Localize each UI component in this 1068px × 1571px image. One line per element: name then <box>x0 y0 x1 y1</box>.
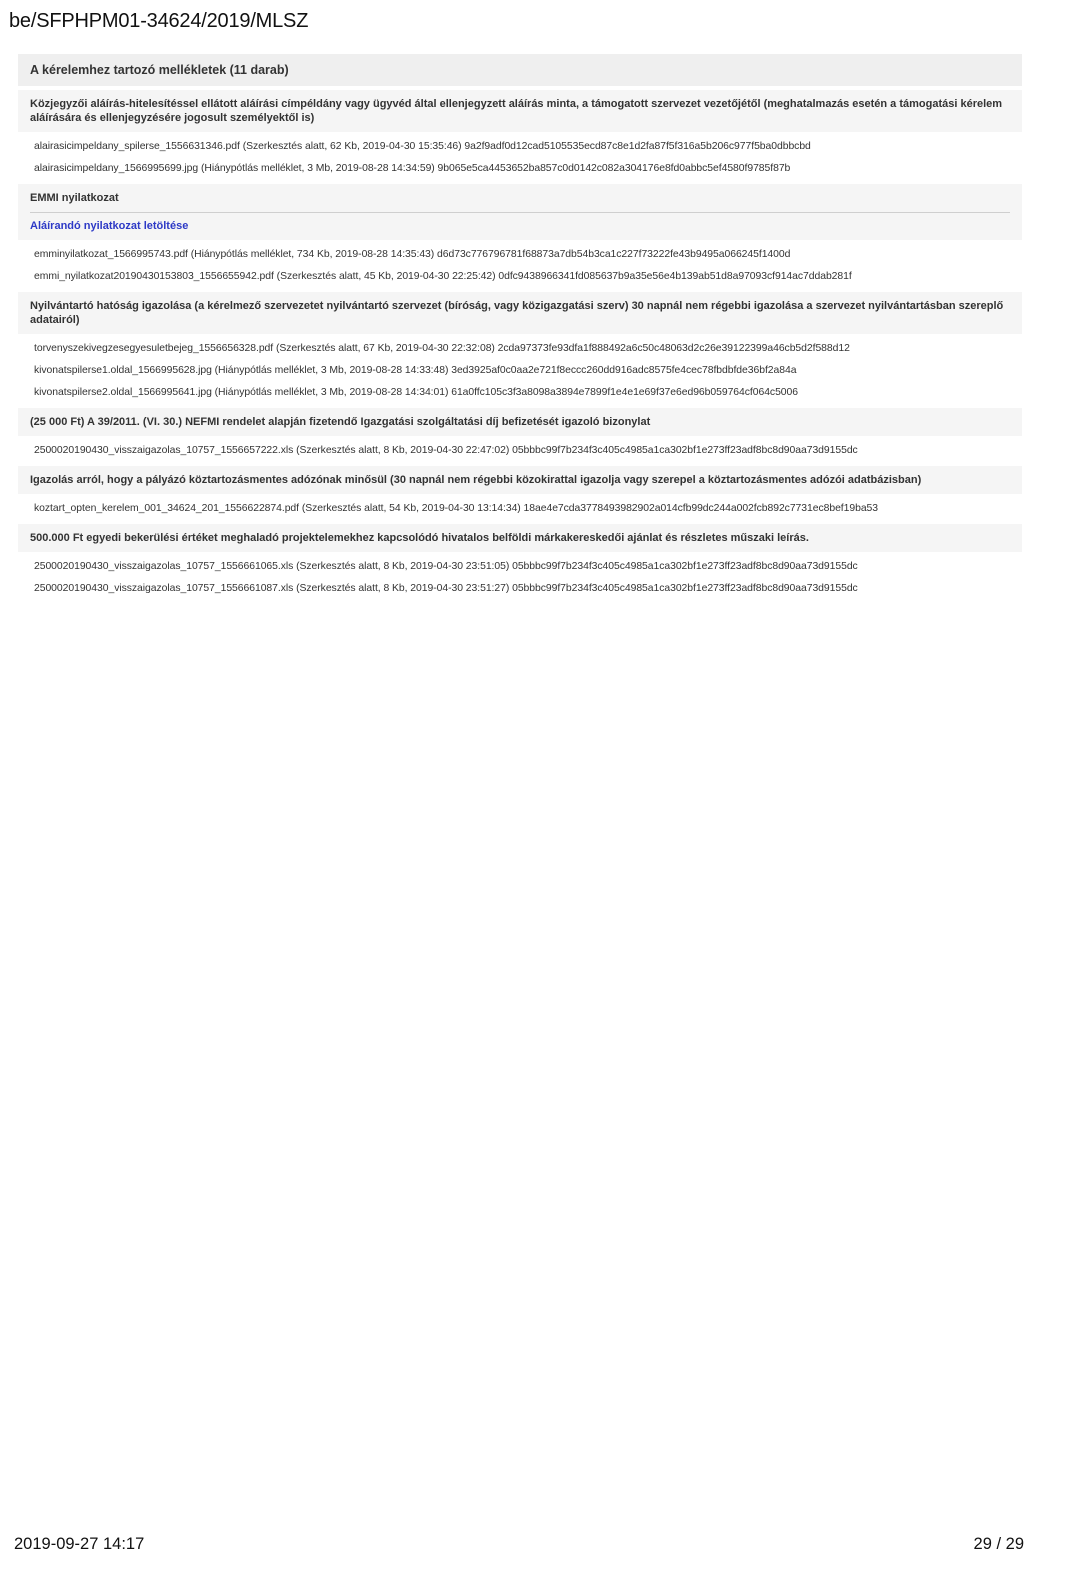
file-list <box>18 552 1022 604</box>
file-list <box>18 240 1022 292</box>
download-declaration-link[interactable]: Aláírandó nyilatkozat letöltése <box>30 220 189 232</box>
section-title: Igazolás arról, hogy a pályázó köztartozásmentes adózónak minősül (30 napnál nem régebbi közokirattal igazolja vagy szerepel a köztartozásmentes adózói adatbázisban) <box>18 466 1022 494</box>
section-title: 500.000 Ft egyedi bekerülési értéket meghaladó projektelemekhez kapcsolódó hivatalos belföldi márkakereskedői ajánlat és részletes műszaki leírás. <box>18 524 1022 552</box>
file-item[interactable]: kivonatspilerse2.oldal_1566995641.jpg (Hiánypótlás melléklet, 3 Mb, 2019-08-28 14:34:01) 61a0ffc105c3f3a8098a3894e7899f1e4e1e69f37e6ed96b059764cf064c5006 <box>34 387 798 398</box>
file-item[interactable]: torvenyszekivegzesegyesuletbejeg_1556656328.pdf (Szerkesztés alatt, 67 Kb, 2019-04-30 22:32:08) 2cda97373fe93dfa1f888492a6c50c48063d2c26e39122399a46cb5d2f588d12 <box>34 343 850 354</box>
page-number: 29 / 29 <box>973 1535 1024 1553</box>
section-title: EMMI nyilatkozat <box>30 192 119 204</box>
file-item[interactable]: alairasicimpeldany_spilerse_1556631346.pdf (Szerkesztés alatt, 62 Kb, 2019-04-30 15:35:46) 9a2f9adf0d12cad5105535ecd87c8e1d2fa87f5f316a5b206c977f5ba0dbbcbd <box>34 141 811 152</box>
file-list <box>18 436 1022 466</box>
attachment-section <box>18 90 1022 184</box>
file-list <box>18 132 1022 184</box>
attachments-title: A kérelemhez tartozó mellékletek (11 darab) <box>18 54 1022 86</box>
file-item[interactable]: alairasicimpeldany_1566995699.jpg (Hiánypótlás melléklet, 3 Mb, 2019-08-28 14:34:59) 9b065e5ca4453652ba857c0d0142c082a304176e8fd0abbc5ef4580f9785f87b <box>34 163 791 174</box>
attachment-section <box>18 408 1022 466</box>
file-list <box>18 334 1022 408</box>
file-item[interactable]: 2500020190430_visszaigazolas_10757_1556657222.xls (Szerkesztés alatt, 8 Kb, 2019-04-30 22:47:02) 05bbbc99f7b234f3c405c4985a1ca302bf1e273ff23adf8bc8d90aa73d9155dc <box>34 445 858 456</box>
attachment-section <box>18 292 1022 408</box>
file-item[interactable]: 2500020190430_visszaigazolas_10757_1556661065.xls (Szerkesztés alatt, 8 Kb, 2019-04-30 23:51:05) 05bbbc99f7b234f3c405c4985a1ca302bf1e273ff23adf8bc8d90aa73d9155dc <box>34 561 858 572</box>
section-title: (25 000 Ft) A 39/2011. (VI. 30.) NEFMI rendelet alapján fizetendő Igazgatási szolgáltatási díj befizetését igazoló bizonylat <box>18 408 1022 436</box>
section-title: Közjegyzői aláírás-hitelesítéssel ellátott aláírási címpéldány vagy ügyvéd által ellenjegyzett aláírás minta, a támogatott szervezet vezetőjétől (meghatalmazás esetén a támogatási kérelem aláírására és ellenjegyzésére jogosult személyektől is) <box>18 90 1022 132</box>
file-item[interactable]: koztart_opten_kerelem_001_34624_201_1556622874.pdf (Szerkesztés alatt, 54 Kb, 2019-04-30 13:14:34) 18ae4e7cda3778493982902a014cfb99dc244a002fcb892c7731ec8bef19ba53 <box>34 503 879 514</box>
file-item[interactable]: emmi_nyilatkozat20190430153803_1556655942.pdf (Szerkesztés alatt, 45 Kb, 2019-04-30 22:25:42) 0dfc9438966341fd085637b9a35e56e4b139ab51d8a97093cf914ac7ddab281f <box>34 271 852 282</box>
file-item[interactable]: emminyilatkozat_1566995743.pdf (Hiánypótlás melléklet, 734 Kb, 2019-08-28 14:35:43) d6d73c776796781f68873a7db54b3ca1c227f73222fe43b9495a066245f1400d <box>34 249 791 260</box>
file-item[interactable]: kivonatspilerse1.oldal_1566995628.jpg (Hiánypótlás melléklet, 3 Mb, 2019-08-28 14:33:48) 3ed3925af0c0aa2e721f8eccc260dd916adc8575fe4cec78fbdbfde36bf2a84a <box>34 365 797 376</box>
attachment-section <box>18 524 1022 604</box>
section-title: Nyilvántartó hatóság igazolása (a kérelmező szervezetet nyilvántartó szervezet (bíróság, vagy közigazgatási szerv) 30 napnál nem régebbi igazolása a szervezet nyilvántartásban szereplő adatairól) <box>18 292 1022 334</box>
section-header-block <box>18 184 1022 240</box>
attachment-section <box>18 466 1022 524</box>
file-item[interactable]: 2500020190430_visszaigazolas_10757_1556661087.xls (Szerkesztés alatt, 8 Kb, 2019-04-30 23:51:27) 05bbbc99f7b234f3c405c4985a1ca302bf1e273ff23adf8bc8d90aa73d9155dc <box>34 583 858 594</box>
file-list <box>18 494 1022 524</box>
print-datetime: 2019-09-27 14:17 <box>14 1535 145 1553</box>
attachments-panel <box>18 54 1022 604</box>
section-divider <box>30 212 1010 213</box>
attachment-section <box>18 184 1022 292</box>
document-reference-header: be/SFPHPM01-34624/2019/MLSZ <box>9 10 309 32</box>
